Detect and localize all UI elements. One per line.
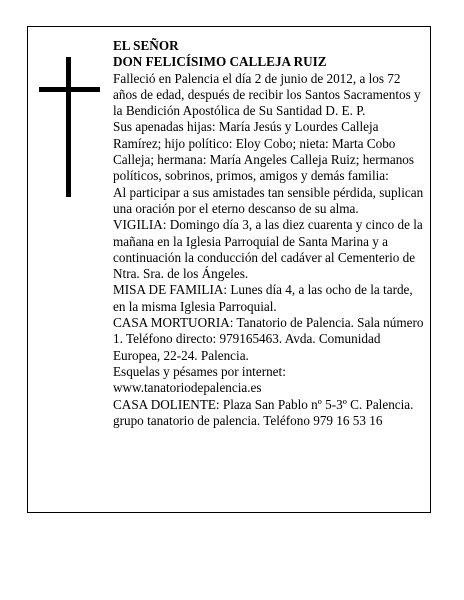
online-condolences: Esquelas y pésames por internet: www.tanatoriodepalencia.es xyxy=(113,363,286,396)
deceased-name: DON FELICÍSIMO CALLEJA RUIZ xyxy=(113,54,327,70)
family-list: Sus apenadas hijas: María Jesús y Lourdes Calleja Ramírez; hijo político: Eloy Cobo; nieta: Marta Cobo Calleja; hermana: María Angeles Calleja Ruiz; hermanos políticos, sobrinos, primos, amigos y demás familia: xyxy=(113,119,415,184)
mourning-home-info: CASA DOLIENTE: Plaza San Pablo nº 5-3º C. Palencia. xyxy=(113,396,414,412)
vigil-info: VIGILIA: Domingo día 3, a las diez cuarenta y cinco de la mañana en la Iglesia Parroquial de Santa Marina y a continuación la conducción del cadáver al Cementerio de Ntra. Sra. de los Ángeles. xyxy=(113,217,423,282)
cross-vertical-bar xyxy=(66,57,71,197)
death-announcement: Falleció en Palencia el día 2 de junio de 2012, a los 72 años de edad, después de recibir los Santos Sacramentos y la Bendición Apostólica de Su Santidad D. E. P. xyxy=(113,70,421,119)
cross-horizontal-bar xyxy=(39,87,100,92)
prayer-request: Al participar a sus amistades tan sensible pérdida, suplican una oración por el eterno descanso de su alma. xyxy=(113,184,424,216)
funeral-home-info: CASA MORTUORIA: Tanatorio de Palencia. Sala número 1. Teléfono directo: 979165463. Avda. Comunidad Europea, 22-24. Palencia. xyxy=(113,315,424,363)
obituary-text xyxy=(113,38,425,429)
honorific: EL SEÑOR xyxy=(113,38,179,53)
family-mass-info: MISA DE FAMILIA: Lunes día 4, a las ocho de la tarde, en la misma Iglesia Parroquial. xyxy=(113,282,413,314)
funeral-group-contact: grupo tanatorio de palencia. Teléfono 979 16 53 16 xyxy=(113,412,383,428)
